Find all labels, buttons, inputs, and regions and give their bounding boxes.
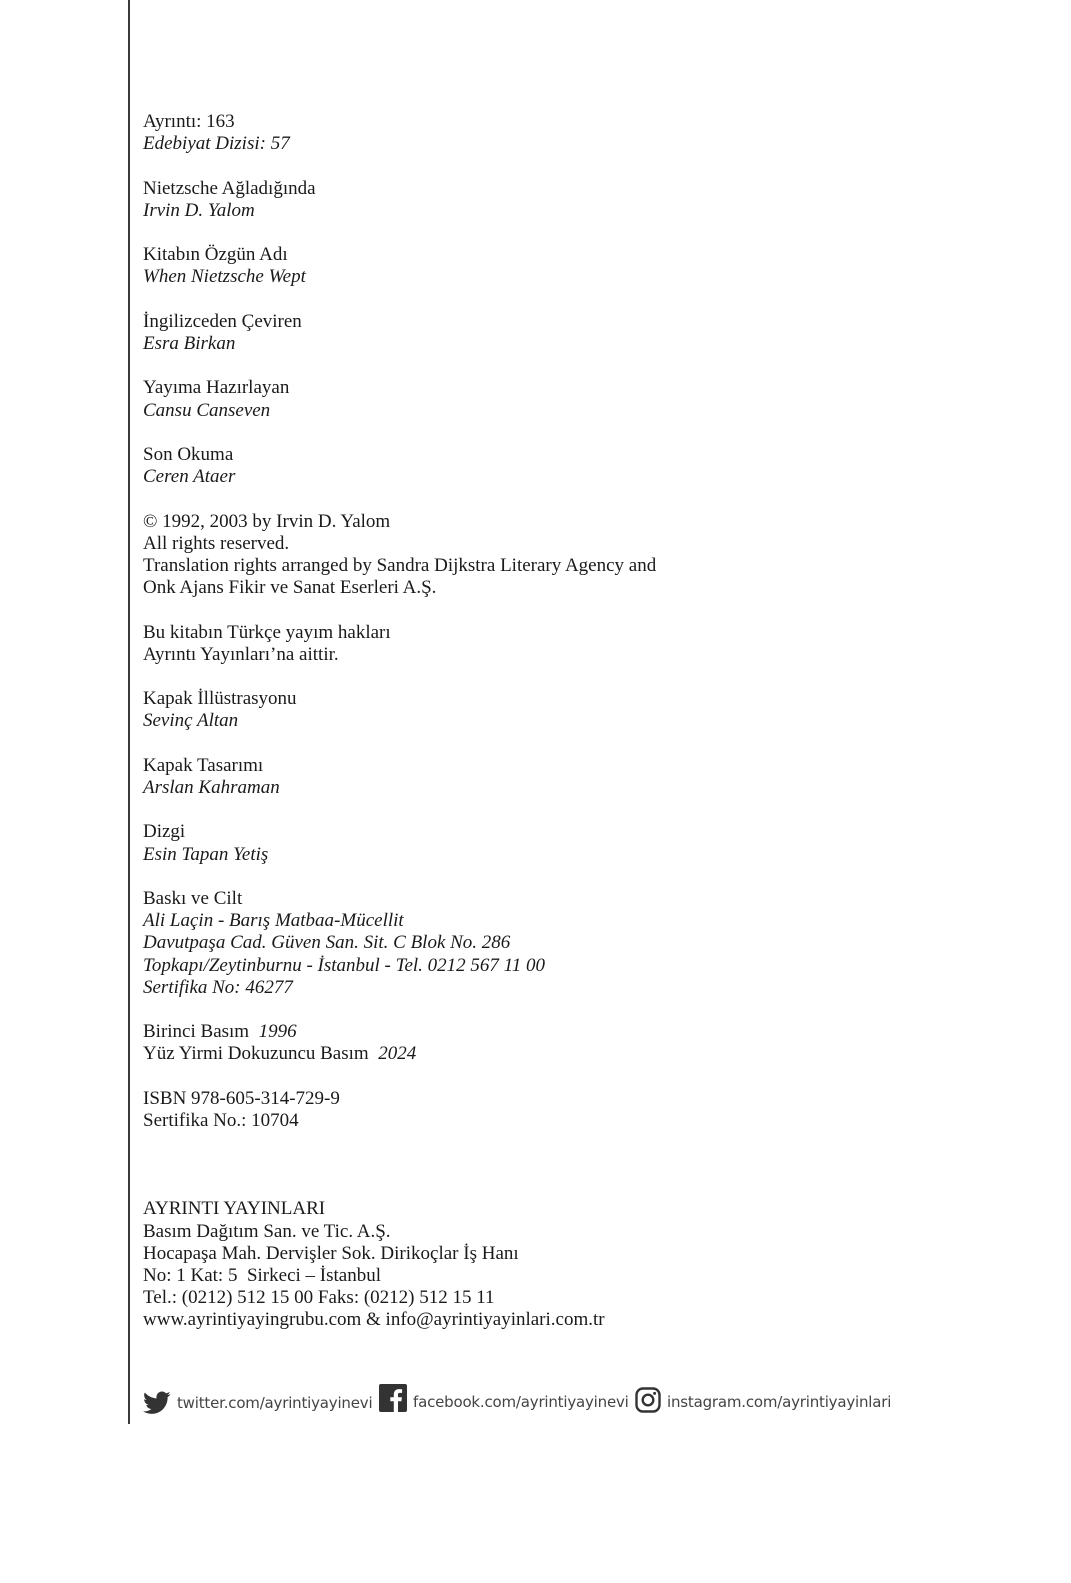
section-heading bbox=[143, 688, 1023, 710]
section-turkish-rights bbox=[143, 622, 1023, 666]
section-cover-illustration bbox=[143, 688, 1023, 732]
line-text: Sertifika No: 46277 bbox=[143, 976, 293, 998]
line-text: Bu kitabın Türkçe yayım hakları bbox=[143, 621, 391, 643]
twitter-handle: twitter.com/ayrintiyayinevi bbox=[177, 1394, 373, 1412]
line-text: Nietzsche Ağladığında bbox=[143, 177, 316, 199]
colophon-sections bbox=[143, 111, 1023, 1132]
section-heading bbox=[143, 1021, 1023, 1043]
section-value bbox=[143, 400, 1023, 422]
section-value bbox=[143, 977, 1023, 999]
facebook-handle: facebook.com/ayrintiyayinevi bbox=[413, 1392, 629, 1411]
section-heading bbox=[143, 377, 1023, 399]
line-text: İngilizceden Çeviren bbox=[143, 310, 302, 332]
section-value bbox=[143, 710, 1023, 732]
line-text: Translation rights arranged by Sandra Dijkstra Literary Agency and bbox=[143, 554, 657, 576]
line-text: Esin Tapan Yetiş bbox=[143, 843, 269, 865]
section-heading bbox=[143, 888, 1023, 910]
section-proofreading bbox=[143, 444, 1023, 488]
section-value bbox=[143, 1110, 1023, 1132]
section-heading bbox=[143, 311, 1023, 333]
section-heading bbox=[143, 511, 1023, 533]
line-text: Kapak İllüstrasyonu bbox=[143, 688, 297, 710]
section-value bbox=[143, 333, 1023, 355]
section-value bbox=[143, 1043, 1023, 1065]
section-value bbox=[143, 644, 1023, 666]
line-text: Onk Ajans Fikir ve Sanat Eserleri A.Ş. bbox=[143, 577, 437, 599]
line-text: Davutpaşa Cad. Güven San. Sit. C Blok No. 286 bbox=[143, 932, 511, 954]
edition-year: 1996 bbox=[258, 1021, 297, 1043]
edition-year: 2024 bbox=[378, 1043, 417, 1065]
line-text: Yayıma Hazırlayan bbox=[143, 377, 290, 399]
section-isbn bbox=[143, 1088, 1023, 1132]
line-text: Cansu Canseven bbox=[143, 399, 271, 421]
publisher-phone: Tel.: (0212) 512 15 00 Faks: (0212) 512 15 11 bbox=[143, 1287, 495, 1309]
social-links bbox=[143, 1391, 1043, 1423]
section-original-title bbox=[143, 244, 1023, 288]
instagram-icon bbox=[635, 1387, 661, 1413]
line-text: Kitabın Özgün Adı bbox=[143, 244, 288, 266]
twitter-icon bbox=[143, 1391, 171, 1415]
instagram-handle: instagram.com/ayrintiyayinlari bbox=[667, 1393, 892, 1411]
publisher-web[interactable]: www.ayrintiyayingrubu.com & info@ayrintiyayinlari.com.tr bbox=[143, 1309, 605, 1331]
instagram-link[interactable] bbox=[635, 1387, 891, 1413]
line-text: Sertifika No.: 10704 bbox=[143, 1109, 299, 1131]
section-value bbox=[143, 955, 1023, 977]
section-editions bbox=[143, 1021, 1023, 1065]
line-text: Edebiyat Dizisi: 57 bbox=[143, 133, 290, 155]
line-text: Ceren Ataer bbox=[143, 466, 236, 488]
line-text: ISBN 978-605-314-729-9 bbox=[143, 1087, 340, 1109]
facebook-icon bbox=[379, 1384, 407, 1412]
section-heading bbox=[143, 111, 1023, 133]
section-value bbox=[143, 133, 1023, 155]
publisher-address bbox=[143, 1198, 1023, 1331]
publisher-company: Basım Dağıtım San. ve Tic. A.Ş. bbox=[143, 1220, 391, 1242]
section-cover-design bbox=[143, 755, 1023, 799]
section-value bbox=[143, 466, 1023, 488]
twitter-link[interactable] bbox=[143, 1391, 372, 1415]
line-text: © 1992, 2003 by Irvin D. Yalom bbox=[143, 510, 391, 532]
section-value bbox=[143, 910, 1023, 932]
line-text: Ayrıntı Yayınları’na aittir. bbox=[143, 643, 339, 665]
line-text: Ali Laçin - Barış Matbaa-Mücellit bbox=[143, 910, 404, 932]
section-value bbox=[143, 533, 1023, 555]
line-text: Birinci Basım bbox=[143, 1021, 250, 1043]
section-value bbox=[143, 844, 1023, 866]
section-value bbox=[143, 777, 1023, 799]
section-heading bbox=[143, 244, 1023, 266]
line-text: Yüz Yirmi Dokuzuncu Basım bbox=[143, 1043, 369, 1065]
section-printing bbox=[143, 888, 1023, 999]
line-text: Kapak Tasarımı bbox=[143, 754, 264, 776]
section-heading bbox=[143, 821, 1023, 843]
line-text: All rights reserved. bbox=[143, 532, 290, 554]
line-text: Son Okuma bbox=[143, 443, 234, 465]
line-text: Dizgi bbox=[143, 821, 186, 843]
section-heading bbox=[143, 622, 1023, 644]
line-text: Esra Birkan bbox=[143, 332, 236, 354]
line-text: Topkapı/Zeytinburnu - İstanbul - Tel. 0212 567 11 00 bbox=[143, 954, 546, 976]
line-text: Arslan Kahraman bbox=[143, 776, 280, 798]
section-value bbox=[143, 932, 1023, 954]
margin-rule bbox=[128, 0, 130, 1424]
facebook-link[interactable] bbox=[379, 1384, 629, 1412]
section-heading bbox=[143, 1088, 1023, 1110]
section-title bbox=[143, 178, 1023, 222]
publisher-name: AYRINTI YAYINLARI bbox=[143, 1198, 326, 1220]
line-text: Irvin D. Yalom bbox=[143, 199, 255, 221]
section-value bbox=[143, 577, 1023, 599]
line-text: Sevinç Altan bbox=[143, 710, 239, 732]
publisher-city: No: 1 Kat: 5 Sirkeci – İstanbul bbox=[143, 1264, 381, 1286]
line-text: Ayrıntı: 163 bbox=[143, 111, 235, 132]
section-value bbox=[143, 555, 1023, 577]
section-translator bbox=[143, 311, 1023, 355]
line-text: Baskı ve Cilt bbox=[143, 887, 243, 909]
section-series bbox=[143, 111, 1023, 155]
colophon bbox=[143, 111, 1023, 1354]
section-value bbox=[143, 200, 1023, 222]
section-heading bbox=[143, 178, 1023, 200]
publisher-street: Hocapaşa Mah. Dervişler Sok. Dirikoçlar İş Hanı bbox=[143, 1242, 519, 1264]
line-text: When Nietzsche Wept bbox=[143, 266, 306, 288]
section-value bbox=[143, 266, 1023, 288]
section-copyright bbox=[143, 511, 1023, 600]
section-heading bbox=[143, 755, 1023, 777]
section-typesetting bbox=[143, 821, 1023, 865]
section-heading bbox=[143, 444, 1023, 466]
section-editor bbox=[143, 377, 1023, 421]
